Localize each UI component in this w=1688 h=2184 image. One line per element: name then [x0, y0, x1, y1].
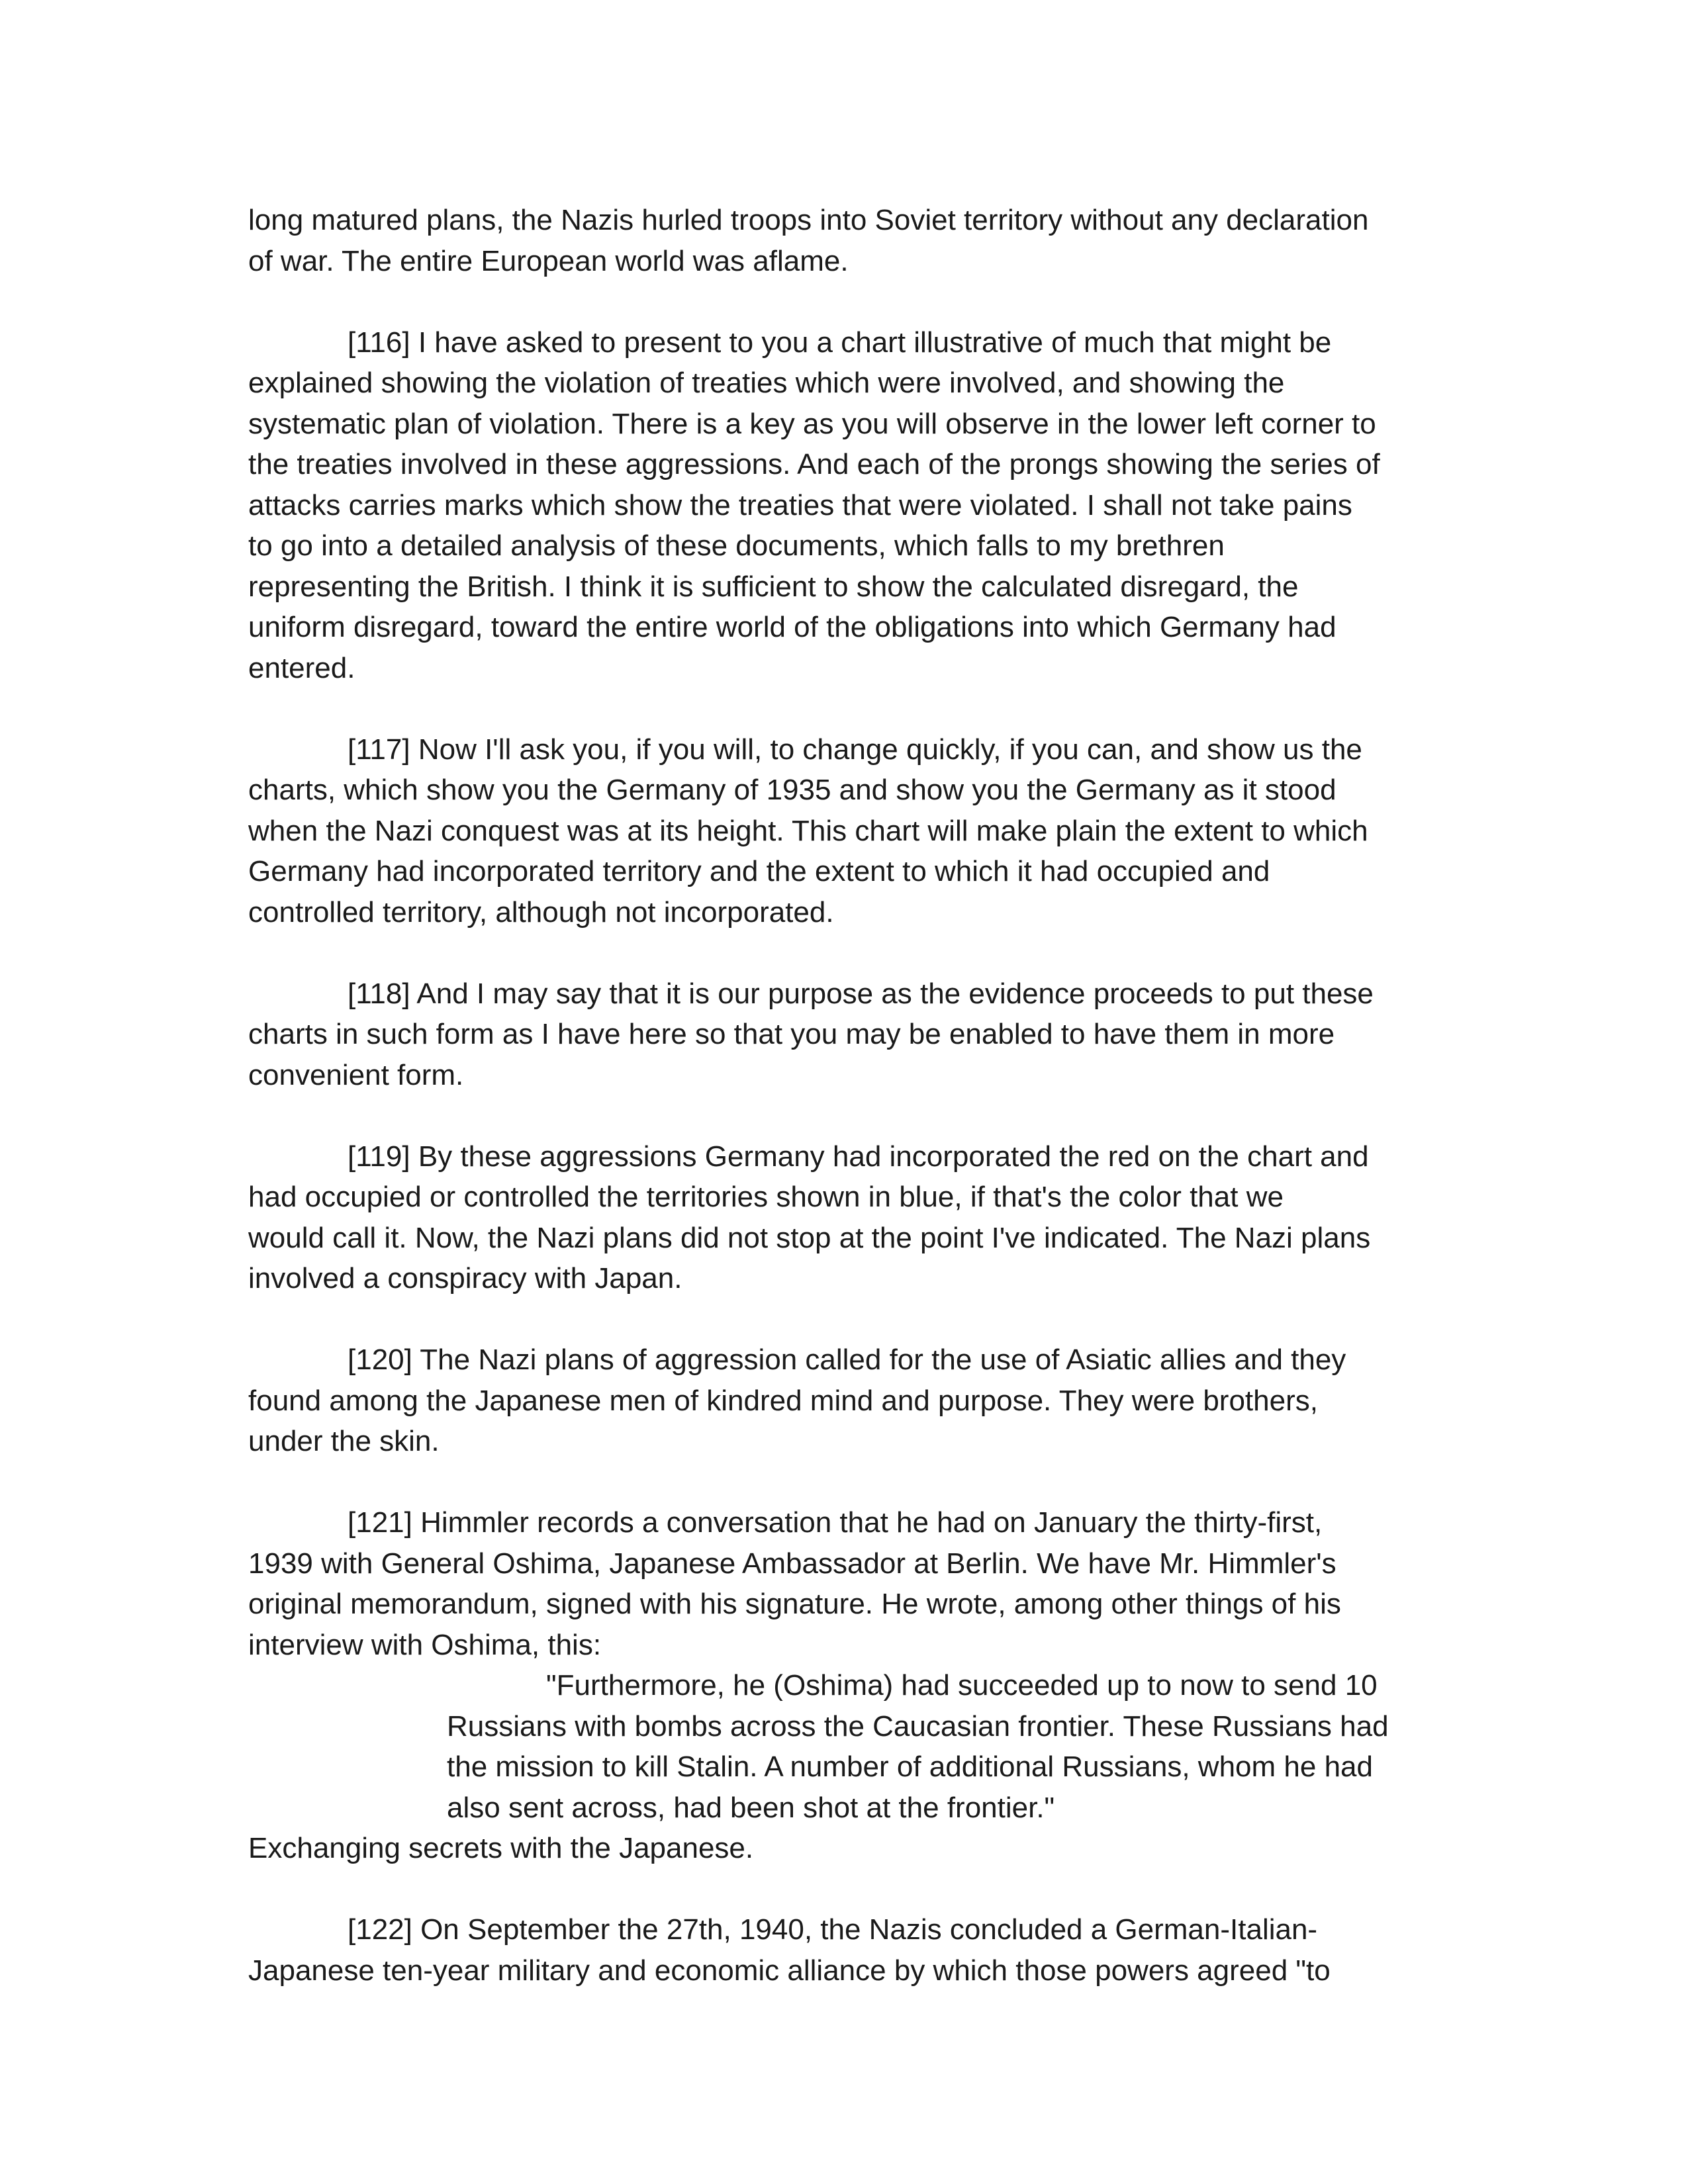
- paragraph-120: [120] The Nazi plans of aggression called for the use of Asiatic allies and they found among the Japanese men of kindred mind and purpose. They were brothers, under the skin.: [248, 1343, 1346, 1457]
- paragraph-121: [121] Himmler records a conversation that he had on January the thirty-first, 1939 with General Oshima, Japanese Ambassador at Berlin. We have Mr. Himmler's original memorandum, signed with his signature. He wrote, among other things of his interview with Oshima, this:: [248, 1506, 1341, 1661]
- paragraph-118: [118] And I may say that it is our purpose as the evidence proceeds to put these charts in such form as I have here so that you may be enabled to have them in more convenient form.: [248, 977, 1374, 1091]
- paragraph-117: [117] Now I'll ask you, if you will, to change quickly, if you can, and show us the charts, which show you the Germany of 1935 and show you the Germany as it stood when the Nazi conquest was at its height. This chart will make plain the extent to which Germany had incorporated territory and the extent to which it had occupied and controlled territory, although not incorporated.: [248, 733, 1368, 929]
- document-body: [248, 200, 1440, 2032]
- paragraph-116: [116] I have asked to present to you a chart illustrative of much that might be explained showing the violation of treaties which were involved, and showing the systematic plan of violation. There is a key as you will observe in the lower left corner to the treaties involved in these aggressions. And each of the prongs showing the series of attacks carries marks which show the treaties that were violated. I shall not take pains to go into a detailed analysis of these documents, which falls to my brethren representing the British. I think it is sufficient to show the calculated disregard, the uniform disregard, toward the entire world of the obligations into which Germany had entered.: [248, 326, 1380, 684]
- paragraph-continuation: long matured plans, the Nazis hurled troops into Soviet territory without any declaration of war. The entire European world was aflame.: [248, 204, 1369, 277]
- paragraph-after-quote: Exchanging secrets with the Japanese.: [248, 1832, 754, 1864]
- paragraph-119: [119] By these aggressions Germany had incorporated the red on the chart and had occupied or controlled the territories shown in blue, if that's the color that we would call it. Now, the Nazi plans did not stop at the point I've indicated. The Nazi plans involved a conspiracy with Japan.: [248, 1140, 1371, 1295]
- paragraph-122: [122] On September the 27th, 1940, the Nazis concluded a German-Italian- Japanese ten-year military and economic alliance by which those powers agreed "to: [248, 1913, 1331, 1987]
- block-quote: "Furthermore, he (Oshima) had succeeded up to now to send 10 Russians with bombs across the Caucasian frontier. These Russians had the mission to kill Stalin. A number of additional Russians, whom he had also sent across, had been shot at the frontier.": [447, 1669, 1389, 1824]
